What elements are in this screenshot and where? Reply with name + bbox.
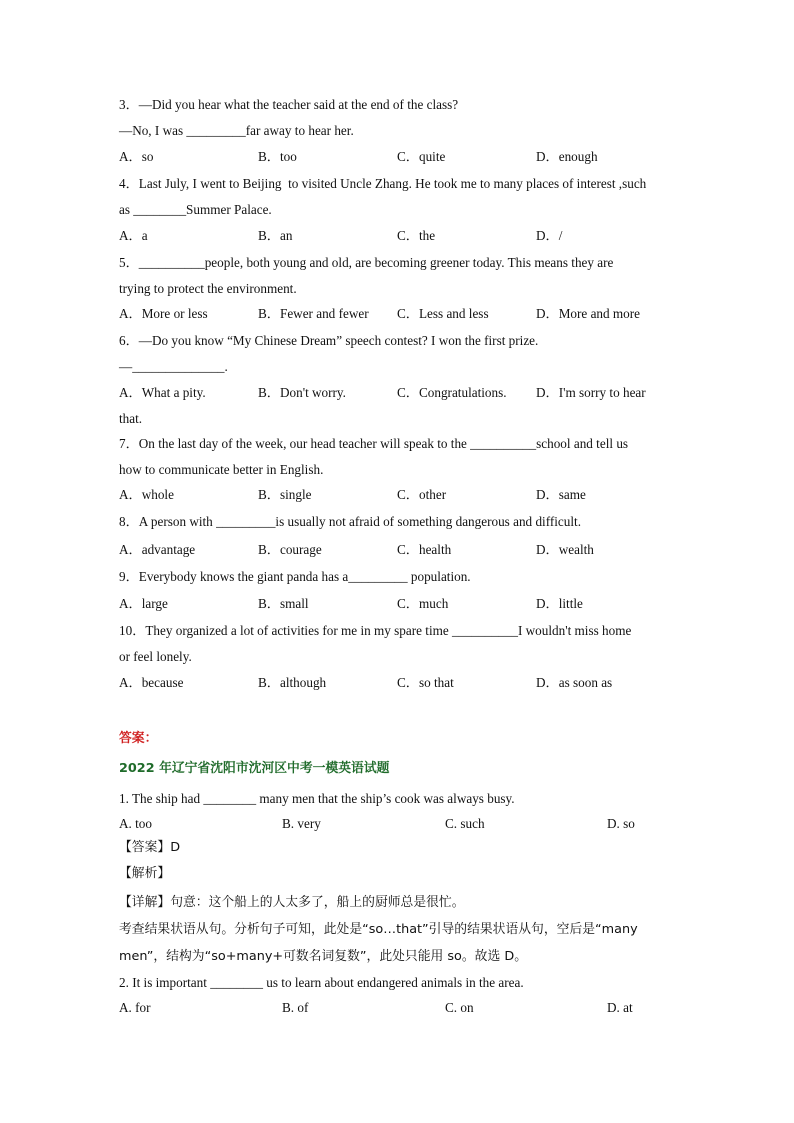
q10-option-a: A．because xyxy=(119,675,184,690)
question-4-line-1: 4．Last July, I went to Beijing to visited Uncle Zhang. He took me to many places of interest ,such xyxy=(119,176,647,191)
q4-option-a: A．a xyxy=(119,228,148,243)
explanation-line-1: 考查结果状语从句。分析句子可知，此处是“so…that”引导的结果状语从句，空后是“many xyxy=(119,922,638,937)
q8-option-c: C．health xyxy=(397,542,452,557)
q7-option-b: B．single xyxy=(258,487,312,502)
q7-option-a: A．whole xyxy=(119,487,174,502)
q7-option-d: D．same xyxy=(536,487,586,502)
answer-q1-option-d: D. so xyxy=(607,816,635,831)
q5-option-d: D．More and more xyxy=(536,306,641,321)
analysis-label: 【解析】 xyxy=(119,866,171,881)
answer-q2-option-a: A. for xyxy=(119,1000,151,1015)
answer-q2-option-b: B. of xyxy=(282,1000,309,1015)
q10-option-b: B．although xyxy=(258,675,327,690)
answer-q1-option-a: A. too xyxy=(119,816,152,831)
question-6-line-2: —______________. xyxy=(119,359,228,374)
question-10-line-1: 10．They organized a lot of activities for me in my spare time __________I wouldn't miss home xyxy=(119,623,632,638)
q10-option-d: D．as soon as xyxy=(536,675,613,690)
answer-q1-option-b: B. very xyxy=(282,816,321,831)
q10-option-c: C．so that xyxy=(397,675,454,690)
question-4-line-2: as ________Summer Palace. xyxy=(119,202,272,217)
q3-option-b: B．too xyxy=(258,149,297,164)
answer-heading: 答案： xyxy=(119,731,158,746)
q5-option-c: C．Less and less xyxy=(397,306,489,321)
answer-q1-stem: 1. The ship had ________ many men that the ship’s cook was always busy. xyxy=(119,791,515,806)
q4-option-b: B．an xyxy=(258,228,293,243)
q3-option-a: A．so xyxy=(119,149,154,164)
q4-option-d: D．/ xyxy=(536,228,563,243)
question-3-line-2: —No, I was _________far away to hear her. xyxy=(119,123,354,138)
answer-q2-stem: 2. It is important ________ us to learn about endangered animals in the area. xyxy=(119,975,524,990)
q5-option-b: B．Fewer and fewer xyxy=(258,306,369,321)
question-7-line-1: 7．On the last day of the week, our head teacher will speak to the __________school and tell us xyxy=(119,436,629,451)
question-5-line-2: trying to protect the environment. xyxy=(119,281,297,296)
question-10-line-2: or feel lonely. xyxy=(119,649,192,664)
question-9-line-1: 9．Everybody knows the giant panda has a_________ population. xyxy=(119,569,471,584)
q6-option-d-wrap: that. xyxy=(119,411,143,426)
q9-option-b: B．small xyxy=(258,596,309,611)
answer-q2-option-d: D. at xyxy=(607,1000,633,1015)
explanation-line-2: men”，结构为“so+many+可数名词复数”，此处只能用 so。故选 D。 xyxy=(119,949,527,964)
q6-option-b: B．Don't worry. xyxy=(258,385,346,400)
question-5-line-1: 5．__________people, both young and old, are becoming greener today. This means they are xyxy=(119,255,614,270)
q9-option-a: A．large xyxy=(119,596,168,611)
q3-option-d: D．enough xyxy=(536,149,598,164)
answer-q2-option-c: C. on xyxy=(445,1000,474,1015)
q6-option-c: C．Congratulations. xyxy=(397,385,507,400)
q8-option-a: A．advantage xyxy=(119,542,196,557)
q6-option-d: D．I'm sorry to hear xyxy=(536,385,646,400)
question-3-line-1: 3．—Did you hear what the teacher said at the end of the class? xyxy=(119,97,459,112)
answer-q1-option-c: C. such xyxy=(445,816,485,831)
q6-option-a: A．What a pity. xyxy=(119,385,206,400)
answer-line: 【答案】D xyxy=(119,840,181,855)
q3-option-c: C．quite xyxy=(397,149,446,164)
question-6-line-1: 6．—Do you know “My Chinese Dream” speech contest? I won the first prize. xyxy=(119,333,539,348)
q5-option-a: A．More or less xyxy=(119,306,208,321)
q8-option-b: B．courage xyxy=(258,542,322,557)
detail-line: 【详解】句意：这个船上的人太多了，船上的厨师总是很忙。 xyxy=(119,895,465,910)
question-7-line-2: how to communicate better in English. xyxy=(119,462,324,477)
q8-option-d: D．wealth xyxy=(536,542,594,557)
q4-option-c: C．the xyxy=(397,228,436,243)
section-title: 2022 年辽宁省沈阳市沈河区中考一模英语试题 xyxy=(119,761,390,776)
q7-option-c: C．other xyxy=(397,487,447,502)
q9-option-c: C．much xyxy=(397,596,449,611)
question-8-line-1: 8．A person with _________is usually not afraid of something dangerous and difficult. xyxy=(119,514,581,529)
q9-option-d: D．little xyxy=(536,596,583,611)
